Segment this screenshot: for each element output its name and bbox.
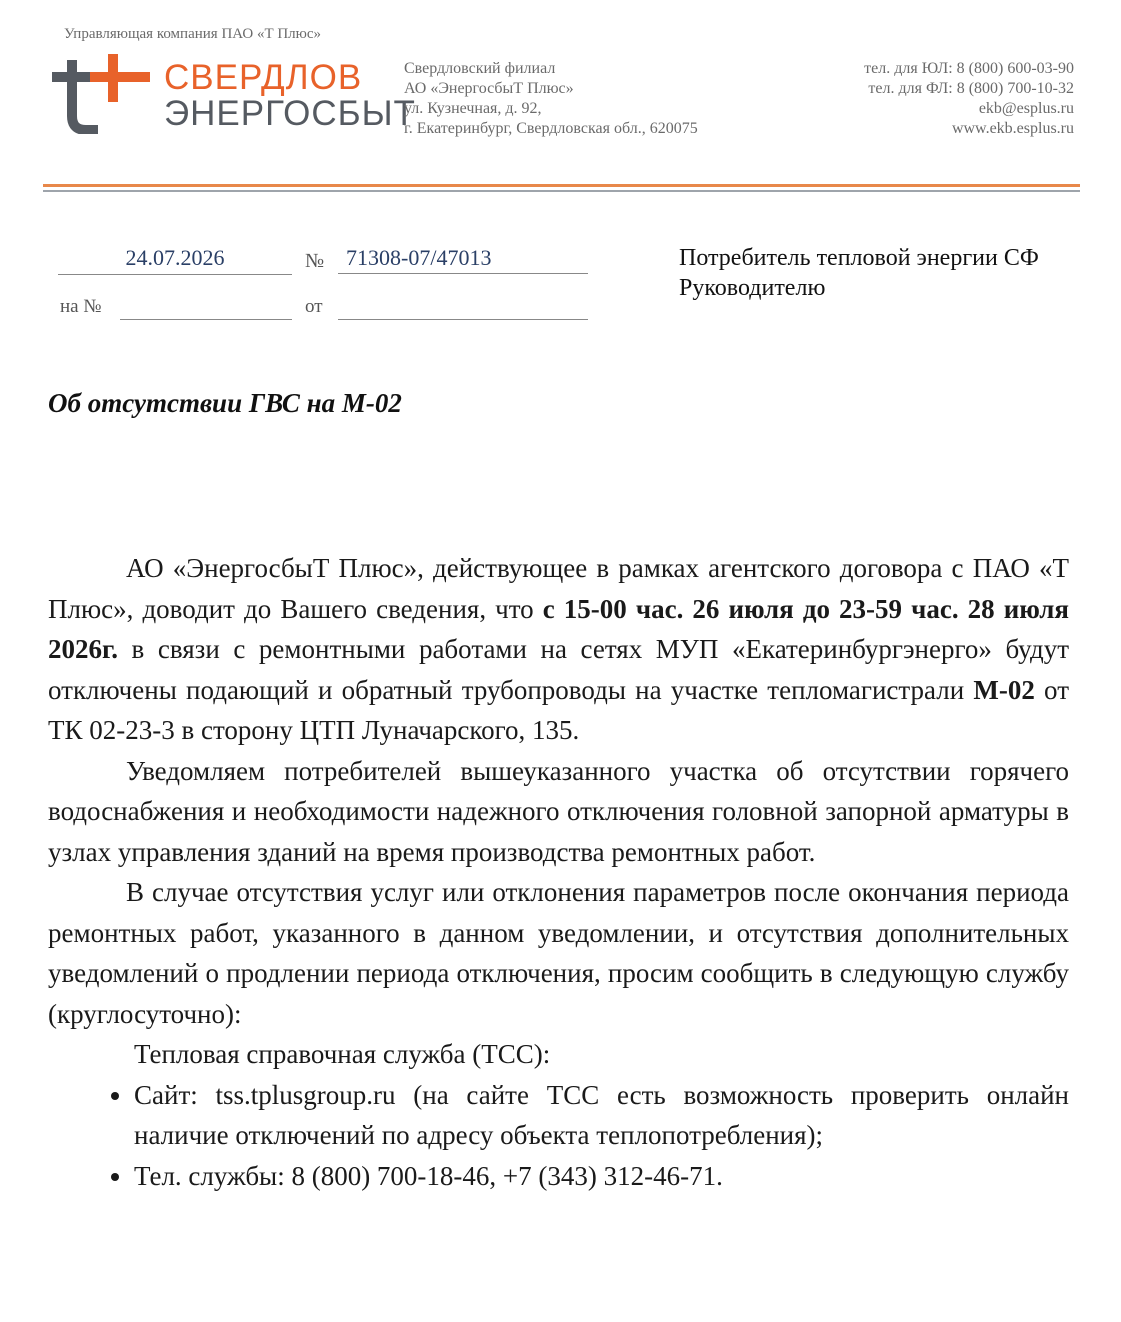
service-website-item: • Сайт: tss.tplusgroup.ru (на сайте ТСС есть возможность проверить онлайн наличие отключений по адресу объекта теплопотребления); [134, 1075, 1069, 1156]
email-link[interactable]: ekb@esplus.ru [978, 100, 1074, 117]
document-number: 71308-07/47013 [338, 244, 588, 274]
text-run: АО «ЭнергосбыТ Плюс», действующее в рамках агентского договора с ПАО «Т Плюс», доводит до Вашего сведения, что [48, 553, 1069, 624]
parent-company: Управляющая компания ПАО «Т Плюс» [64, 26, 322, 42]
phone-individual: тел. для ФЛ: 8 (800) 700-10-32 [868, 80, 1074, 97]
reference-label: на № [60, 296, 102, 317]
brand-name [164, 60, 416, 132]
paragraph-1 [48, 548, 1069, 751]
branch-line: Свердловский филиал [404, 60, 556, 77]
contacts [864, 59, 1074, 139]
branch-line: г. Екатеринбург, Свердловская обл., 620075 [404, 120, 698, 137]
paragraph-3: В случае отсутствия услуг или отклонения параметров после окончания периода ремонтных работ, указанного в данном уведомлении, и отсутствия дополнительных уведомлений о продлении периода отключения, просим сообщить в следующую службу (круглосуточно): [48, 877, 1069, 1029]
number-label: № [305, 250, 325, 272]
branch-line: ул. Кузнечная, д. 92, [404, 100, 542, 117]
brand-line-1: СВЕРДЛОВ [164, 58, 363, 97]
branch-line: АО «ЭнергосбыТ Плюс» [404, 80, 574, 97]
addressee-line-1: Потребитель тепловой энергии СФ [679, 245, 1039, 271]
reference-number-field [120, 296, 292, 320]
service-phone-item: • Тел. службы: 8 (800) 700-18-46, +7 (343) 312-46-71. [134, 1156, 1069, 1197]
branch-address [404, 59, 698, 139]
main-line-id: М-02 [973, 674, 1035, 705]
document-date: 24.07.2026 [58, 244, 292, 275]
paragraph-2: Уведомляем потребителей вышеуказанного участка об отсутствии горячего водоснабжения и необходимости надежного отключения головной запорной арматуры в узлах управления зданий на время производства ремонтных работ. [48, 755, 1069, 867]
from-date-field [338, 296, 588, 320]
website-link[interactable]: www.ekb.esplus.ru [951, 120, 1074, 137]
addressee [679, 243, 1039, 303]
service-title: Тепловая справочная служба (ТСС): [134, 1039, 551, 1069]
letter-body [48, 548, 1069, 1196]
service-list [48, 1075, 1069, 1197]
header-divider-gray [43, 190, 1080, 192]
t-plus-logo-icon [50, 52, 150, 134]
phone-legal: тел. для ЮЛ: 8 (800) 600-03-90 [864, 60, 1074, 77]
addressee-line-2: Руководителю [679, 275, 826, 301]
from-label: от [305, 296, 323, 317]
text-run: от ТК 02-23-3 в сторону ЦТП Луначарского, 135. [48, 674, 1069, 745]
outage-period: с 15-00 час. 26 июля до 23-59 час. 28 июля 2026г. [48, 593, 1069, 664]
brand-line-2: ЭНЕРГОСБЫТ [164, 94, 416, 133]
letter-subject: Об отсутствии ГВС на М-02 [48, 388, 402, 418]
text-run: в связи с ремонтными работами на сетях МУП «Екатеринбургэнерго» будут отключены подающий и обратный трубопроводы на участке тепломагистрали [48, 634, 1069, 705]
header-divider-orange [43, 184, 1080, 187]
